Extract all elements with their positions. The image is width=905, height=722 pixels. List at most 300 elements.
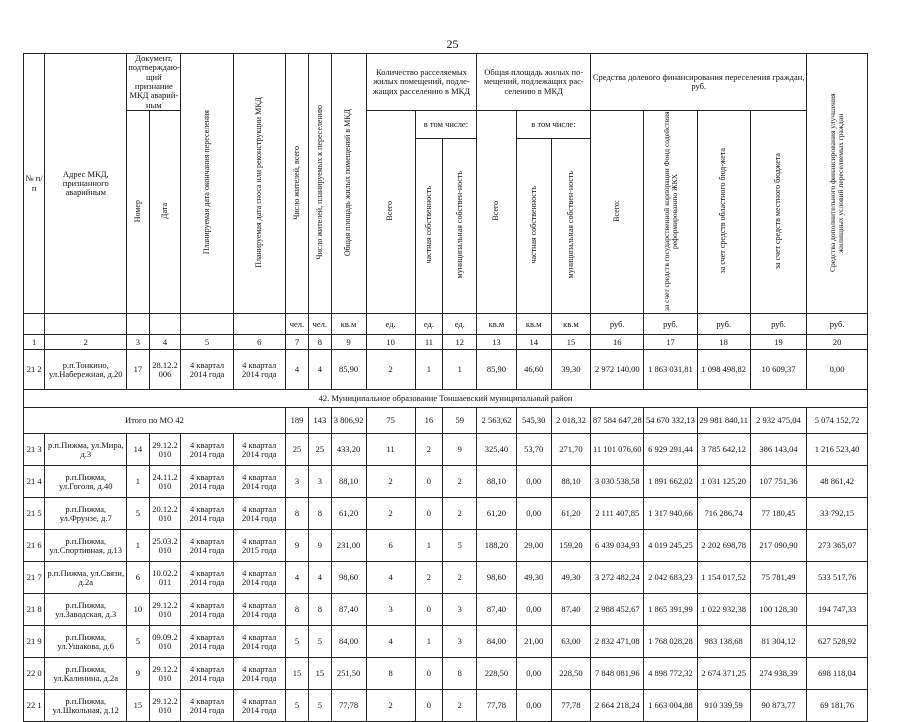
table-cell: 1 317 940,66 xyxy=(644,498,697,530)
table-cell: 4 xyxy=(285,350,308,390)
table-cell: 25.03.2 010 xyxy=(149,530,181,562)
table-cell: 09.09.2 010 xyxy=(149,626,181,658)
units-cell xyxy=(45,314,127,335)
table-cell: 61,20 xyxy=(331,498,366,530)
units-cell: кв.м xyxy=(551,314,590,335)
table-cell: 8 xyxy=(309,498,331,530)
table-cell: 33 792,15 xyxy=(807,498,868,530)
table-cell: 1 xyxy=(127,466,149,498)
table-cell: 9 xyxy=(443,434,477,466)
table-cell: 21 6 xyxy=(24,530,45,562)
header-total-area: Общая площадь жилых помещений в МКД xyxy=(331,54,366,314)
table-cell: 1 865 391,99 xyxy=(644,594,697,626)
total-cell: 75 xyxy=(366,408,415,434)
total-row xyxy=(24,408,868,434)
units-cell: кв.м xyxy=(477,314,516,335)
table-cell: 9 xyxy=(285,530,308,562)
table-cell: 4 квартал 2014 года xyxy=(233,350,285,390)
table-cell: 2 832 471,08 xyxy=(591,626,644,658)
units-cell: руб. xyxy=(807,314,868,335)
total-cell: 2 932 475,04 xyxy=(750,408,806,434)
table-cell: 90 873,77 xyxy=(750,690,806,722)
col-number: 6 xyxy=(233,335,285,350)
total-cell: 29 981 840,11 xyxy=(697,408,750,434)
table-cell: 5 xyxy=(285,690,308,722)
table-cell: 194 747,33 xyxy=(807,594,868,626)
table-cell: 698 118,04 xyxy=(807,658,868,690)
table-cell: 29,00 xyxy=(516,530,551,562)
table-cell: 88,10 xyxy=(551,466,590,498)
units-cell: руб. xyxy=(697,314,750,335)
table-cell: 8 xyxy=(285,594,308,626)
table-cell: 1 216 523,40 xyxy=(807,434,868,466)
table-cell: 69 181,76 xyxy=(807,690,868,722)
total-cell: 16 xyxy=(415,408,443,434)
table-cell: 3 xyxy=(443,594,477,626)
table-cell: 87,40 xyxy=(331,594,366,626)
table-cell: 4 квартал 2014 года xyxy=(233,434,285,466)
col-number: 15 xyxy=(551,335,590,350)
table-cell: 2 xyxy=(443,498,477,530)
table-cell: 0,00 xyxy=(516,690,551,722)
table-row xyxy=(24,434,868,466)
table-cell: 271,70 xyxy=(551,434,590,466)
table-cell: 87,40 xyxy=(551,594,590,626)
col-number: 14 xyxy=(516,335,551,350)
table-cell: 98,60 xyxy=(331,562,366,594)
table-cell: 1 663 004,88 xyxy=(644,690,697,722)
col-number: 12 xyxy=(443,335,477,350)
table-cell: 63,00 xyxy=(551,626,590,658)
table-cell: 5 xyxy=(309,690,331,722)
table-cell: р.п.Пижма, ул.Спортивная, д.13 xyxy=(45,530,127,562)
table-cell: 4 898 772,32 xyxy=(644,658,697,690)
total-cell: 5 074 152,72 xyxy=(807,408,868,434)
table-cell: 29.12.2 010 xyxy=(149,690,181,722)
section-row xyxy=(24,390,868,408)
table-cell: 4 квартал 2014 года xyxy=(233,658,285,690)
table-cell: 0,00 xyxy=(516,498,551,530)
table-cell: 159,20 xyxy=(551,530,590,562)
col-number: 2 xyxy=(45,335,127,350)
header-planned-demolition: Планируемая дата сноса или реконструкции МКД xyxy=(233,54,285,314)
table-cell: 4 xyxy=(309,350,331,390)
table-cell: 24.11.2 010 xyxy=(149,466,181,498)
table-cell: 0 xyxy=(415,658,443,690)
units-cell: ед. xyxy=(366,314,415,335)
table-row xyxy=(24,498,868,530)
table-cell: 1 154 017,52 xyxy=(697,562,750,594)
table-cell: 188,20 xyxy=(477,530,516,562)
table-cell: 0,00 xyxy=(516,594,551,626)
table-cell: р.п.Пижма, ул.Гоголя, д.40 xyxy=(45,466,127,498)
col-number: 4 xyxy=(149,335,181,350)
header-rooms-incl: в том числе: xyxy=(415,111,477,139)
table-cell: 5 xyxy=(127,498,149,530)
units-cell: кв.м xyxy=(516,314,551,335)
units-cell xyxy=(149,314,181,335)
units-cell xyxy=(233,314,285,335)
total-cell: 59 xyxy=(443,408,477,434)
table-cell: 7 848 081,96 xyxy=(591,658,644,690)
table-row xyxy=(24,690,868,722)
section-title: 42. Муниципальное образование Тоншаевский муниципальный район xyxy=(24,390,868,408)
table-cell: 98,60 xyxy=(477,562,516,594)
table-cell: 48 861,42 xyxy=(807,466,868,498)
table-cell: 22 0 xyxy=(24,658,45,690)
table-cell: 22 1 xyxy=(24,690,45,722)
units-cell: чел. xyxy=(309,314,331,335)
table-cell: 4 квартал 2014 года xyxy=(181,690,233,722)
table-cell: 3 xyxy=(309,466,331,498)
header-num: № п/ п xyxy=(24,54,45,314)
table-cell: 3 272 482,24 xyxy=(591,562,644,594)
table-cell: 77,78 xyxy=(551,690,590,722)
col-number: 20 xyxy=(807,335,868,350)
table-cell: 2 xyxy=(443,466,477,498)
header-funding-local: за счет средств местного бюджета xyxy=(750,111,806,314)
table-cell: р.п.Пижма, ул.Мира, д.3 xyxy=(45,434,127,466)
table-cell: 4 квартал 2014 года xyxy=(233,626,285,658)
header-rooms-group: Количество расселяемых жилых помещений, подле-жащих расселению в МКД xyxy=(366,54,477,111)
units-cell: руб. xyxy=(644,314,697,335)
table-cell: 2 202 698,78 xyxy=(697,530,750,562)
table-cell: 25 xyxy=(309,434,331,466)
table-cell: 4 xyxy=(285,562,308,594)
units-cell xyxy=(127,314,149,335)
table-cell: 1 031 125,20 xyxy=(697,466,750,498)
col-number: 9 xyxy=(331,335,366,350)
header-additional: Средства дополнительного финансирования улучшения жилищных условий переселяемых граждан xyxy=(807,54,868,314)
table-cell: 533 517,76 xyxy=(807,562,868,594)
table-cell: 77,78 xyxy=(331,690,366,722)
table-cell: 15 xyxy=(309,658,331,690)
table-cell: 21 2 xyxy=(24,350,45,390)
col-number: 5 xyxy=(181,335,233,350)
table-cell: 4 квартал 2014 года xyxy=(181,466,233,498)
units-cell: ед. xyxy=(415,314,443,335)
table-cell: 21 9 xyxy=(24,626,45,658)
table-cell: 251,50 xyxy=(331,658,366,690)
page-number: 25 xyxy=(446,37,459,51)
units-cell: кв.м xyxy=(331,314,366,335)
table-row xyxy=(24,626,868,658)
table-cell: 386 143,04 xyxy=(750,434,806,466)
col-number: 18 xyxy=(697,335,750,350)
table-row xyxy=(24,530,868,562)
table-row xyxy=(24,466,868,498)
table-cell: 5 xyxy=(443,530,477,562)
table-cell: 20.12.2 010 xyxy=(149,498,181,530)
table-cell: 2 xyxy=(366,690,415,722)
header-address: Адрес МКД, признанного аварийным xyxy=(45,54,127,314)
table-cell: 0,00 xyxy=(516,466,551,498)
table-cell: 0,00 xyxy=(516,658,551,690)
table-cell: 1 863 031,81 xyxy=(644,350,697,390)
table-cell: 21,00 xyxy=(516,626,551,658)
table-cell: 2 xyxy=(366,466,415,498)
units-cell xyxy=(24,314,45,335)
header-row-1 xyxy=(24,54,868,111)
table-cell: 273 365,07 xyxy=(807,530,868,562)
header-area-municipal: муниципальная собствен-ность xyxy=(551,138,590,314)
table-cell: 716 286,74 xyxy=(697,498,750,530)
table-body xyxy=(24,434,868,722)
table-cell: 100 128,30 xyxy=(750,594,806,626)
header-row-2 xyxy=(24,111,868,139)
table-cell: 15 xyxy=(285,658,308,690)
table-cell: 84,00 xyxy=(331,626,366,658)
units-cell: чел. xyxy=(285,314,308,335)
table-cell: 21 7 xyxy=(24,562,45,594)
table-cell: 49,30 xyxy=(551,562,590,594)
header-area-group: Общая площадь жилых по-мещений, подлежащих рас-селению в МКД xyxy=(477,54,591,111)
table-cell: 5 xyxy=(127,626,149,658)
table-cell: 10 xyxy=(127,594,149,626)
table-cell: 8 xyxy=(285,498,308,530)
total-cell: 545,30 xyxy=(516,408,551,434)
col-number: 16 xyxy=(591,335,644,350)
table-cell: 6 xyxy=(366,530,415,562)
table-cell: 29.12.2 010 xyxy=(149,658,181,690)
table-cell: 17 xyxy=(127,350,149,390)
table-cell: 1 891 662,02 xyxy=(644,466,697,498)
table-cell: 433,20 xyxy=(331,434,366,466)
total-cell: 189 xyxy=(285,408,308,434)
total-cell: 2 018,32 xyxy=(551,408,590,434)
table-cell: 10.02.2 011 xyxy=(149,562,181,594)
table-cell: 4 xyxy=(309,562,331,594)
table-cell: 49,30 xyxy=(516,562,551,594)
table-cell: 21 4 xyxy=(24,466,45,498)
header-area-total: Всего xyxy=(477,111,516,314)
table-cell: 3 xyxy=(366,594,415,626)
table-cell: 4 квартал 2014 года xyxy=(181,350,233,390)
table-cell: 87,40 xyxy=(477,594,516,626)
total-label: Итого по МО 42 xyxy=(24,408,286,434)
table-cell: 2 674 371,25 xyxy=(697,658,750,690)
total-cell: 3 806,92 xyxy=(331,408,366,434)
col-number: 1 xyxy=(24,335,45,350)
table-cell: 1 xyxy=(415,530,443,562)
table-cell: 4 квартал 2014 года xyxy=(233,498,285,530)
table-cell: 4 xyxy=(366,562,415,594)
header-doc-date: Дата xyxy=(149,111,181,314)
col-number: 17 xyxy=(644,335,697,350)
table-cell: 4 квартал 2015 года xyxy=(233,530,285,562)
col-number: 10 xyxy=(366,335,415,350)
table-cell: 4 квартал 2014 года xyxy=(233,594,285,626)
header-funding-total: Всего: xyxy=(591,111,644,314)
table-cell: 0 xyxy=(415,690,443,722)
table-cell: 4 квартал 2014 года xyxy=(181,626,233,658)
table-cell: 85,90 xyxy=(477,350,516,390)
table-cell: 2 111 407,85 xyxy=(591,498,644,530)
table-cell: 231,00 xyxy=(331,530,366,562)
table-cell: 15 xyxy=(127,690,149,722)
table-cell: р.п.Тонкино, ул.Набережная, д.20 xyxy=(45,350,127,390)
resettlement-table xyxy=(23,53,868,722)
table-cell: 6 929 291,44 xyxy=(644,434,697,466)
table-cell: 0,00 xyxy=(807,350,868,390)
col-number: 3 xyxy=(127,335,149,350)
total-cell: 54 670 332,13 xyxy=(644,408,697,434)
table-cell: 2 xyxy=(443,690,477,722)
col-number: 8 xyxy=(309,335,331,350)
units-cell: руб. xyxy=(591,314,644,335)
table-cell: р.п.Пижма, ул.Калинина, д.2а xyxy=(45,658,127,690)
table-cell: 0 xyxy=(415,466,443,498)
table-row xyxy=(24,562,868,594)
table-cell: 4 квартал 2014 года xyxy=(181,434,233,466)
table-cell: 53,70 xyxy=(516,434,551,466)
table-row xyxy=(24,658,868,690)
table-cell: 8 xyxy=(309,594,331,626)
table-cell: 1 098 498,82 xyxy=(697,350,750,390)
table-cell: 75 781,49 xyxy=(750,562,806,594)
table-cell: 28.12.2 006 xyxy=(149,350,181,390)
table-cell: 3 030 538,58 xyxy=(591,466,644,498)
table-cell: 8 xyxy=(366,658,415,690)
table-cell: 85,90 xyxy=(331,350,366,390)
table-cell: 9 xyxy=(127,658,149,690)
header-rooms-total: Всего xyxy=(366,111,415,314)
total-cell: 143 xyxy=(309,408,331,434)
table-cell: 84,00 xyxy=(477,626,516,658)
table-cell: 5 xyxy=(309,626,331,658)
table-cell: 3 xyxy=(285,466,308,498)
table-cell: 5 xyxy=(285,626,308,658)
table-cell: 4 квартал 2014 года xyxy=(233,690,285,722)
table-cell: 2 xyxy=(443,562,477,594)
table-cell: 627 528,92 xyxy=(807,626,868,658)
table-cell: 4 квартал 2014 года xyxy=(181,594,233,626)
col-number: 19 xyxy=(750,335,806,350)
header-area-incl: в том числе: xyxy=(516,111,591,139)
table-cell: р.п.Пижма, ул.Школьная, д.12 xyxy=(45,690,127,722)
table-cell: 1 xyxy=(443,350,477,390)
table-cell: 88,10 xyxy=(331,466,366,498)
table-cell: р.п.Пижма, ул.Фрунзе, д.7 xyxy=(45,498,127,530)
table-cell: 29.12.2 010 xyxy=(149,434,181,466)
table-cell: 39,30 xyxy=(551,350,590,390)
table-cell: 77 180,45 xyxy=(750,498,806,530)
table-cell: 61,20 xyxy=(477,498,516,530)
table-cell: 2 664 218,24 xyxy=(591,690,644,722)
table-row xyxy=(24,350,868,390)
table-cell: 21 3 xyxy=(24,434,45,466)
header-doc-group: Документ, подтверждаю-щий признание МКД аварий-ным xyxy=(128,53,180,110)
header-rooms-private: частная собственность xyxy=(415,138,443,314)
column-number-row xyxy=(24,335,868,350)
table-cell: 4 xyxy=(366,626,415,658)
table-cell: 0 xyxy=(415,498,443,530)
table-cell: 4 квартал 2014 года xyxy=(181,530,233,562)
table-cell: 21 8 xyxy=(24,594,45,626)
table-cell: 1 xyxy=(127,530,149,562)
table-cell: 4 квартал 2014 года xyxy=(181,562,233,594)
col-number: 13 xyxy=(477,335,516,350)
table-cell: р.п.Пижма, ул.Заводская, д.3 xyxy=(45,594,127,626)
table-cell: 2 xyxy=(366,498,415,530)
table-cell: 6 xyxy=(127,562,149,594)
table-cell: 46,60 xyxy=(516,350,551,390)
table-cell: 1 022 932,38 xyxy=(697,594,750,626)
col-number: 11 xyxy=(415,335,443,350)
table-row xyxy=(24,594,868,626)
table-cell: 228,50 xyxy=(477,658,516,690)
table-cell: 4 квартал 2014 года xyxy=(181,658,233,690)
table-cell: 1 xyxy=(415,626,443,658)
table-cell: 9 xyxy=(309,530,331,562)
table-cell: 983 138,68 xyxy=(697,626,750,658)
table-cell: 4 квартал 2014 года xyxy=(181,498,233,530)
table-cell: 1 768 028,28 xyxy=(644,626,697,658)
units-cell xyxy=(181,314,233,335)
total-cell: 2 563,62 xyxy=(477,408,516,434)
table-cell: 0 xyxy=(415,594,443,626)
table-cell: 3 xyxy=(443,626,477,658)
header-funding-group: Средства долевого финансирования переселения граждан, руб. xyxy=(591,54,807,111)
table-cell: 4 квартал 2014 года xyxy=(233,466,285,498)
table-cell: 325,40 xyxy=(477,434,516,466)
header-funding-regional: за счет средств областного бюд-жета xyxy=(697,111,750,314)
table-cell: 217 090,90 xyxy=(750,530,806,562)
table-cell: 107 751,36 xyxy=(750,466,806,498)
header-residents-planned: Число жителей, планируемых к переселению xyxy=(309,54,331,314)
table-cell: 1 xyxy=(415,350,443,390)
table-cell: 4 019 245,25 xyxy=(644,530,697,562)
table-cell: 3 785 642,12 xyxy=(697,434,750,466)
table-cell: 910 339,59 xyxy=(697,690,750,722)
header-funding-fund: за счет средств государственной корпорации Фонд содействия реформированию ЖКХ xyxy=(644,111,697,314)
table-cell: 77,78 xyxy=(477,690,516,722)
table-cell: 81 304,12 xyxy=(750,626,806,658)
table-cell: 6 439 034,93 xyxy=(591,530,644,562)
units-cell: руб. xyxy=(750,314,806,335)
table-cell: 2 972 140,00 xyxy=(591,350,644,390)
header-doc-number: Номер xyxy=(127,111,149,314)
header-rooms-municipal: муниципальная собствен-ность xyxy=(443,138,477,314)
table-cell: 2 042 683,23 xyxy=(644,562,697,594)
units-row xyxy=(24,314,868,335)
table-cell: 11 xyxy=(366,434,415,466)
table-cell: 21 5 xyxy=(24,498,45,530)
table-cell: 25 xyxy=(285,434,308,466)
table-cell: 2 988 452,67 xyxy=(591,594,644,626)
table-cell: 61,20 xyxy=(551,498,590,530)
table-cell: 2 xyxy=(366,350,415,390)
units-cell: ед. xyxy=(443,314,477,335)
table-cell: 228,50 xyxy=(551,658,590,690)
table-cell: 88,10 xyxy=(477,466,516,498)
table-cell: 10 609,37 xyxy=(750,350,806,390)
table-cell: 4 квартал 2014 года xyxy=(233,562,285,594)
table-cell: 29.12.2 010 xyxy=(149,594,181,626)
table-cell: 11 101 076,60 xyxy=(591,434,644,466)
header-planned-end: Планируемая дата окончания переселения xyxy=(181,54,233,314)
table-cell: 2 xyxy=(415,562,443,594)
total-cell: 87 584 647,28 xyxy=(591,408,644,434)
table-cell: р.п.Пижма, ул.Ушакова, д.6 xyxy=(45,626,127,658)
header-area-private: частная собственность xyxy=(516,138,551,314)
table-cell: 2 xyxy=(415,434,443,466)
table-cell: 14 xyxy=(127,434,149,466)
table-cell: 8 xyxy=(443,658,477,690)
col-number: 7 xyxy=(285,335,308,350)
table-cell: 274 938,39 xyxy=(750,658,806,690)
table-cell: р.п.Пижма, ул.Связи, д.2а xyxy=(45,562,127,594)
